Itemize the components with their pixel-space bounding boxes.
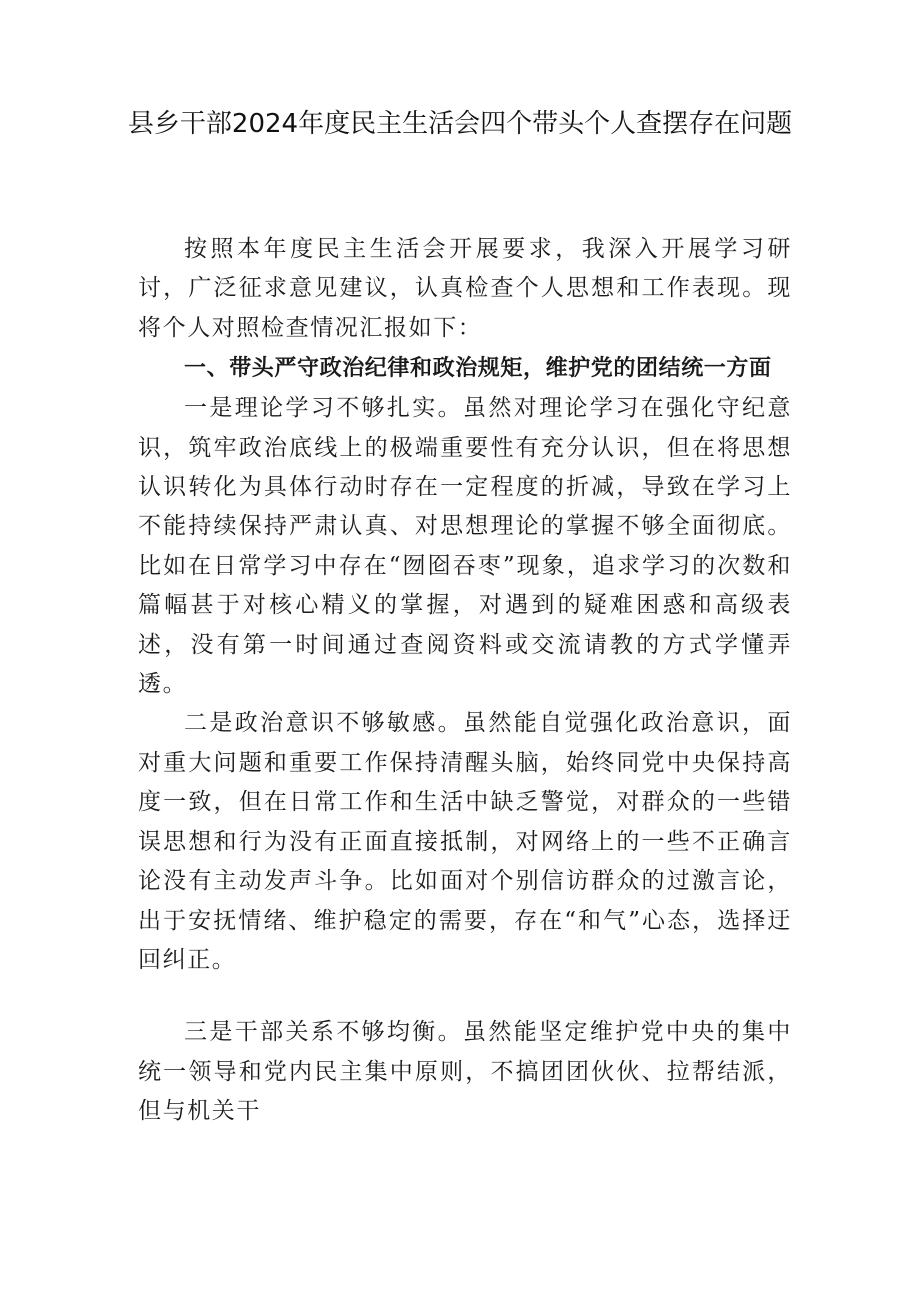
document-body [138, 230, 792, 1132]
paragraph-spacer [138, 980, 792, 1013]
intro-paragraph: 按照本年度民主生活会开展要求，我深入开展学习研讨，广泛征求意见建议，认真检查个人思想和工作表现。现将个人对照检查情况汇报如下： [138, 236, 792, 341]
paragraph-cadre-relations: 三是干部关系不够均衡。虽然能坚定维护党中央的集中统一领导和党内民主集中原则，不搞团团伙伙、拉帮结派，但与机关干 [138, 1019, 792, 1125]
paragraph-theory-study: 一是理论学习不够扎实。虽然对理论学习在强化守纪意识，筑牢政治底线上的极端重要性有充分认识，但在将思想认识转化为具体行动时存在一定程度的折减，导致在学习上不能持续保持严肃认真、对思想理论的掌握不够全面彻底。比如在日常学习中存在“囫囵吞枣”现象，追求学习的次数和篇幅甚于对核心精义的掌握，对遇到的疑难困惑和高级表述，没有第一时间通过查阅资料或交流请教的方式学懂弄透。 [138, 395, 792, 698]
paragraph-political-awareness: 二是政治意识不够敏感。虽然能自觉强化政治意识，面对重大问题和重要工作保持清醒头脑，始终同党中央保持高度一致，但在日常工作和生活中缺乏警觉，对群众的一些错误思想和行为没有正面直接抵制，对网络上的一些不正确言论没有主动发声斗争。比如面对个别信访群众的过激言论，出于安抚情绪、维护稳定的需要，存在“和气”心态，选择迂回纠正。 [138, 710, 792, 973]
section-heading: 一、带头严守政治纪律和政治规矩，维护党的团结统一方面 [184, 356, 772, 382]
document-title: 县乡干部2024年度民主生活会四个带头个人查摆存在问题 [127, 109, 793, 139]
